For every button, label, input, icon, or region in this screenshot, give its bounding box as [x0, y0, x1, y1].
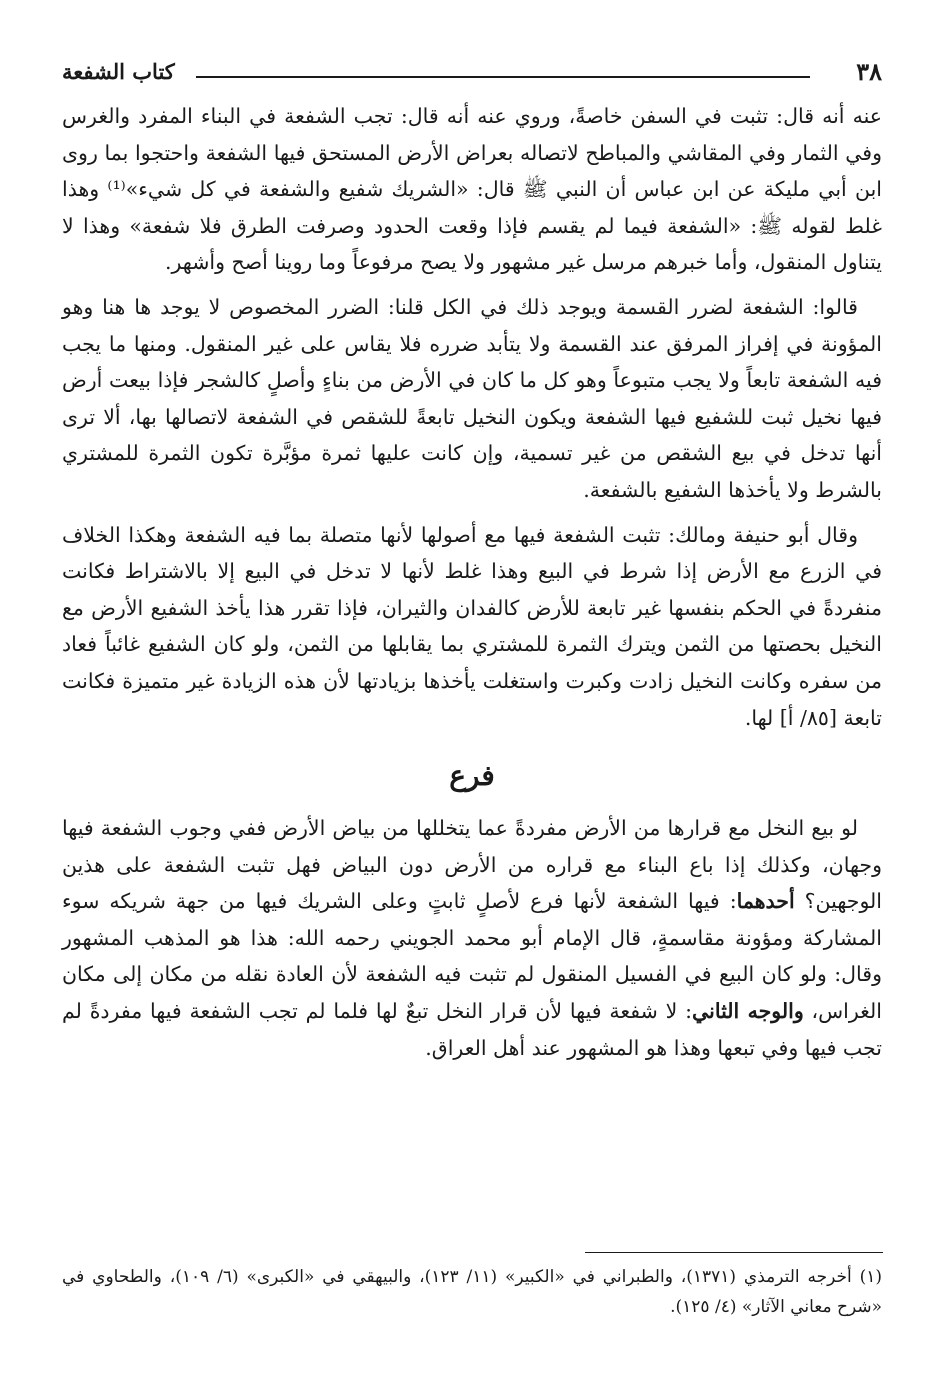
section-text-part-3: : لا شفعة فيها لأن قرار النخل تبعٌ لها فلما لم تجب الشفعة فيها مفردةً لم تجب فيها وفي تبعها وهذا هو المشهور عند أهل العراق.	[62, 999, 882, 1060]
running-title: كتاب الشفعة	[62, 59, 175, 84]
main-text	[62, 98, 882, 1074]
section-heading: فرع	[449, 759, 495, 793]
header-rule	[196, 76, 810, 78]
first-opinion-label: أحدهما	[736, 889, 795, 914]
paragraph-2: قالوا: الشفعة لضرر القسمة ويوجد ذلك في الكل قلنا: الضرر المخصوص لا يوجد ها هنا وهو المؤونة في إفراز المرفق عند القسمة ولا يتأبد ضرره فلا يقاس على غير المنقول. ومنها ما يجب فيه الشفعة تابعاً ولا يجب متبوعاً وهو كل ما كان في الأرض من بناءٍ وأصلٍ كالشجر فإذا بيعت أرض فيها نخيل ثبت للشفيع فيها الشفعة ويكون النخيل تابعةً للشقص في الشفعة لاتصالها بها، ألا ترى أنها تدخل في بيع الشقص من غير تسمية، وإن كانت عليها ثمرة مؤبَّرة تكون الثمرة للمشتري بالشرط ولا يأخذها الشفيع بالشفعة.	[62, 294, 882, 502]
section-text-part-2: : فيها الشفعة لأنها فرع لأصلٍ ثابتٍ وعلى الشريك فيها من جهة شريكه سوء المشاركة ومؤونة مقاسمةٍ، قال الإمام أبو محمد الجويني رحمه الله: هذا هو المذهب المشهور وقال: ولو كان البيع في الفسيل المنقول لم تثبت فيه الشفعة لأن العادة نقله من مكان إلى مكان الغراس،	[62, 889, 882, 1024]
paragraph-1: عنه أنه قال: تثبت في السفن خاصةً، وروي عنه أنه قال: تجب الشفعة في البناء المفرد والغرس وفي الثمار وفي المقاشي والمباطح لاتصاله بعراض الأرض المستحق فيها الشفعة واحتجوا بما روى ابن أبي مليكة عن ابن عباس أن النبي ﷺ قال: «الشريك شفيع والشفعة في كل شيء»⁽¹⁾ وهذا غلط لقوله ﷺ: «الشفعة فيما لم يقسم فإذا وقعت الحدود وصرفت الطرق فلا شفعة» وهذا لا يتناول المنقول، وأما خبرهم مرسل غير مشهور ولا يصح مرفوعاً وما روينا أصح وأشهر.	[62, 104, 882, 275]
section-paragraph	[62, 810, 882, 1066]
footnote-1: (١) أخرجه الترمذي (١٣٧١)، والطبراني في «الكبير» (١١/ ١٢٣)، والبيهقي في «الكبرى» (٦/ ١٠٩)، والطحاوي في «شرح معاني الآثار» (٤/ ١٢٥).	[62, 1267, 882, 1317]
page-number: ٣٨	[856, 57, 882, 86]
section-text-part-1: لو بيع النخل مع قرارها من الأرض مفردةً عما يتخللها من بياض الأرض ففي وجوب الشفعة فيها وجهان، وكذلك إذا باع البناء مع قراره من الأرض دون البياض فهل تثبت الشفعة على هذين الوجهين؟	[62, 816, 882, 914]
footnote-rule	[585, 1252, 883, 1253]
second-opinion-label: والوجه الثاني	[692, 999, 804, 1024]
footnotes	[62, 1262, 882, 1322]
paragraph-3: وقال أبو حنيفة ومالك: تثبت الشفعة فيها مع أصولها لأنها متصلة بما فيه الشفعة وهكذا الخلاف في الزرع مع الأرض إذا شرط في البيع وهذا غلط لأنها لا تدخل في البيع إلا بالاشتراط فكانت منفردةً في الحكم بنفسها غير تابعة للأرض كالفدان والثيران، فإذا تقرر هذا يأخذ الشفيع الأرض مع النخيل بحصتها من الثمن ويترك الثمرة للمشتري بما يقابلها من الثمن، ولو كان الشفيع غائباً فعاد من سفره وكانت النخيل زادت وكبرت واستغلت يأخذها بزيادتها لأن هذه الزيادة غير متميزة فكانت تابعة [٨٥/ أ] لها.	[62, 522, 882, 730]
page-header	[62, 56, 882, 90]
